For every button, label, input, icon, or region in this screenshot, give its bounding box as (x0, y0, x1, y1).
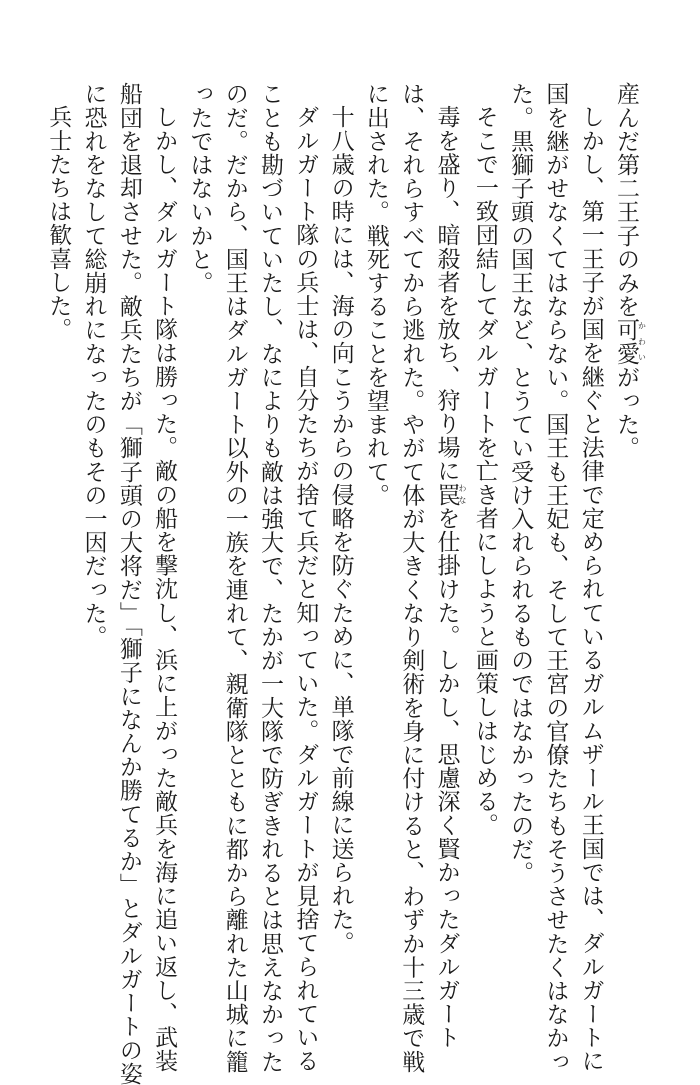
text-line: は、それらすべてから逃れた。やがて体が大きくなり剣術を身に付けると、わずか十三歳で戦 (398, 82, 425, 1074)
text-line: 十八歳の時には、海の向こうからの侵略を防ぐために、単隊で前線に送られた。 (327, 105, 354, 955)
text-line: しかし、ダルガート隊は勝った。敵の船を撃沈し、浜に上がった敵兵を海に追い返し、武装 (151, 105, 178, 1073)
text-line: そこで一致団結してダルガートを亡き者にしようと画策しはじめる。 (471, 105, 498, 837)
text-line: た。黒獅子頭の国王など、とうてい受け入れられるものではなかったのだ。 (507, 82, 534, 885)
text-line: 国を継がせなくてはならない。国王も王妃も、そして王宮の官僚たちもそうさせたくはなかっ (542, 82, 569, 1074)
text-line: 船団を退却させた。敵兵たちが「獅子頭の大将だ」「獅子になんか勝てるか」とダルガートの姿 (115, 82, 142, 1085)
text-line: のだ。だから、国王はダルガート以外の一族を連れて、親衛隊とともに都から離れた山城に籠 (221, 82, 248, 1074)
text-line: しかし、第一王子が国を継ぐと法律で定められているガルムザール王国では、ダルガートに (577, 105, 604, 1073)
text-line: に恐れをなして総崩れになったのもその一因だった。 (80, 82, 107, 649)
vertical-text-block (40, 82, 647, 1085)
ruby-annotation: 可愛かわい (613, 318, 647, 366)
text-line: ことも勘づいていたし、なによりも敵は強大で、たかが一大隊で防ぎきれるとは思えなかった (257, 82, 284, 1074)
text-line: ダルガート隊の兵士は、自分たちが捨て兵だと知っていた。ダルガートが見捨てられている (292, 105, 319, 1073)
ruby-annotation: 罠わな (433, 482, 468, 507)
text-line: 産んだ第二王子のみを可愛かわいがった。 (613, 82, 647, 460)
text-line: 毒を盛り、暗殺者を放ち、狩り場に罠わなを仕掛けた。しかし、思慮深く賢かったダルガート (433, 105, 468, 1050)
text-line: に出された。戦死することを望まれて。 (362, 82, 389, 507)
text-line: 兵士たちは歓喜した。 (45, 105, 72, 341)
text-line: ったではないかと。 (186, 82, 213, 295)
